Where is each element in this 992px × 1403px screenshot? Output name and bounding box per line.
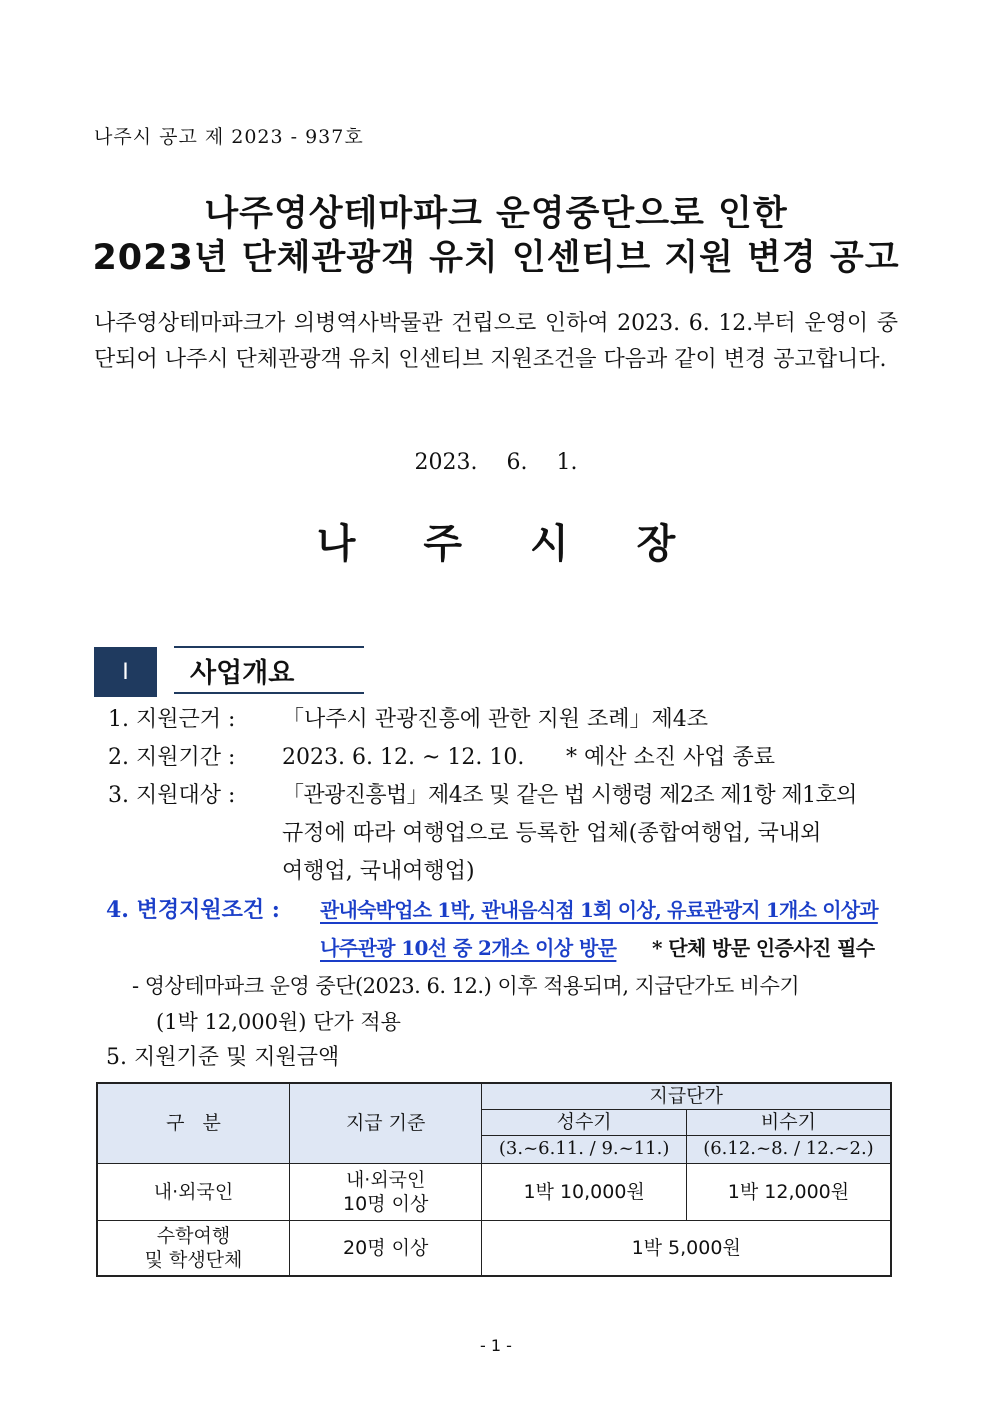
issuer-char: 시	[530, 521, 569, 567]
page-number: - 1 -	[480, 1336, 512, 1355]
row-1-criteria	[289, 1163, 481, 1220]
item-4-line-2: 나주관광 10선 중 2개소 이상 방문	[320, 936, 617, 960]
item-3-label: 3. 지원대상 :	[108, 783, 236, 808]
item-2-label: 2. 지원기간 :	[108, 745, 236, 770]
sub-note-line-1: - 영상테마파크 운영 중단(2023. 6. 12.) 이후 적용되며, 지급단가도 비수기	[132, 974, 800, 998]
row-1-criteria-line-1: 내·외국인	[345, 1168, 426, 1191]
issuer-mayor	[0, 512, 992, 569]
header-off-peak-period: (6.12.~8. / 12.~2.)	[686, 1135, 891, 1163]
notice-number: 나주시 공고 제 2023 - 937호	[94, 126, 364, 148]
table-row	[97, 1163, 891, 1220]
sub-note-line-2: (1박 12,000원) 단가 적용	[156, 1010, 401, 1034]
row-2-category	[97, 1220, 289, 1276]
item-3-line-2: 규정에 따라 여행업으로 등록한 업체(종합여행업, 국내외	[282, 821, 822, 846]
intro-paragraph: 나주영상테마파크가 의병역사박물관 건립으로 인하여 2023. 6. 12.부터 운영이 중단되어 나주시 단체관광객 유치 인센티브 지원조건을 다음과 같이 변경 공고합니다.	[94, 311, 898, 372]
header-peak-period: (3.~6.11. / 9.~11.)	[482, 1135, 687, 1163]
item-4-note: * 단체 방문 인증사진 필수	[652, 936, 875, 960]
row-1-off-peak-price: 1박 12,000원	[686, 1163, 891, 1220]
issuer-char: 주	[423, 521, 462, 567]
row-2-category-line-1: 수학여행	[156, 1224, 231, 1247]
notice-date: 2023. 6. 1.	[414, 450, 578, 475]
item-4-label: 4. 변경지원조건 :	[106, 897, 280, 923]
header-category: 구 분	[97, 1083, 289, 1163]
item-5-label: 5. 지원기준 및 지원금액	[106, 1045, 340, 1070]
item-3-line-3: 여행업, 국내여행업)	[282, 859, 475, 884]
section-number-box: Ⅰ	[94, 647, 157, 697]
row-2-category-line-2: 및 학생단체	[144, 1248, 243, 1271]
item-2-text: 2023. 6. 12. ~ 12. 10.	[282, 745, 525, 770]
row-1-peak-price: 1박 10,000원	[482, 1163, 687, 1220]
row-1-category: 내·외국인	[97, 1163, 289, 1220]
table-row	[97, 1220, 891, 1276]
item-1-text: 「나주시 관광진흥에 관한 지원 조례」제4조	[282, 707, 709, 732]
title-line-2: 2023년 단체관광객 유치 인센티브 지원 변경 공고	[92, 238, 900, 278]
header-criteria: 지급 기준	[289, 1083, 481, 1163]
item-3-line-1: 「관광진흥법」제4조 및 같은 법 시행령 제2조 제1항 제1호의	[282, 783, 857, 808]
item-2-note: * 예산 소진 사업 종료	[566, 745, 775, 770]
issuer-char: 장	[636, 521, 676, 567]
section-title: 사업개요	[174, 646, 364, 694]
header-unit-price: 지급단가	[482, 1083, 891, 1109]
row-1-criteria-line-2: 10명 이상	[343, 1192, 429, 1215]
row-2-price: 1박 5,000원	[482, 1220, 891, 1276]
row-2-criteria: 20명 이상	[289, 1220, 481, 1276]
header-off-peak: 비수기	[686, 1109, 891, 1135]
support-table	[96, 1082, 892, 1277]
header-peak: 성수기	[482, 1109, 687, 1135]
title-line-1: 나주영상테마파크 운영중단으로 인한	[204, 194, 788, 234]
item-4-line-1: 관내숙박업소 1박, 관내음식점 1회 이상, 유료관광지 1개소 이상과	[320, 898, 878, 922]
item-1-label: 1. 지원근거 :	[108, 707, 236, 732]
issuer-char: 나	[316, 521, 356, 567]
